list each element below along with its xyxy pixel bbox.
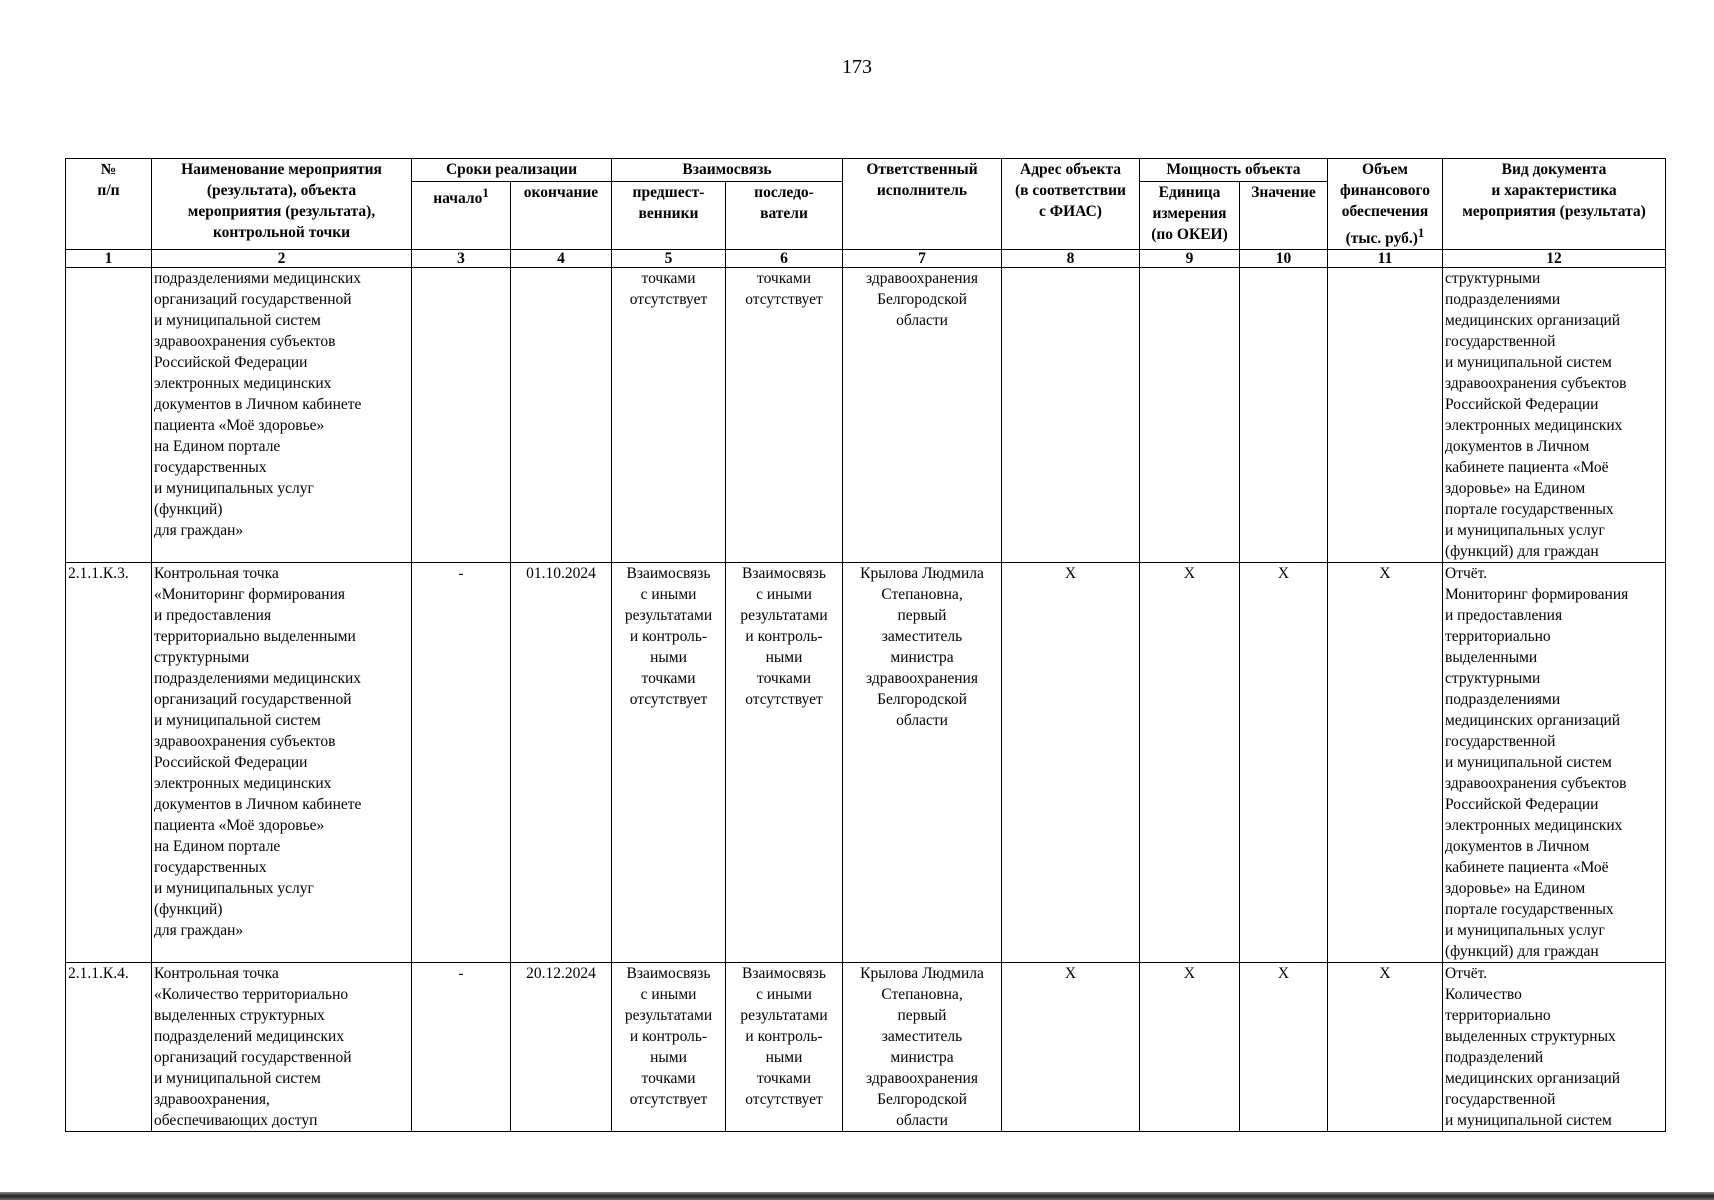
row-unit: X <box>1140 963 1240 1132</box>
header-finance-footnote: 1 <box>1417 225 1425 240</box>
header-value: Значение <box>1240 182 1328 250</box>
row-finance: X <box>1328 563 1443 963</box>
row-responsible: Крылова Людмила Степановна, первый заместитель министра здравоохранения Белгородской области <box>843 963 1002 1132</box>
row-predecessors: точками отсутствует <box>612 268 726 563</box>
header-unit: Единица измерения (по ОКЕИ) <box>1140 182 1240 250</box>
column-number: 10 <box>1240 250 1328 268</box>
table-row <box>66 963 1666 1132</box>
header-terms: Сроки реализации <box>412 159 612 182</box>
row-start: - <box>412 563 511 963</box>
column-number: 5 <box>612 250 726 268</box>
column-number: 11 <box>1328 250 1443 268</box>
header-predecessors: предшест- венники <box>612 182 726 250</box>
scan-bottom-edge <box>0 1192 1714 1200</box>
row-number: 2.1.1.К.3. <box>66 563 152 963</box>
row-successors: Взаимосвязь с иными результатами и контроль- ными точками отсутствует <box>726 563 843 963</box>
column-number: 9 <box>1140 250 1240 268</box>
row-number <box>66 268 152 563</box>
header-document: Вид документа и характеристика мероприятия (результата) <box>1443 159 1666 250</box>
column-number: 6 <box>726 250 843 268</box>
column-number: 7 <box>843 250 1002 268</box>
header-start <box>412 182 511 250</box>
row-start <box>412 268 511 563</box>
header-event-name: Наименование мероприятия (результата), объекта мероприятия (результата), контрольной точки <box>152 159 412 250</box>
row-event-name: подразделениями медицинских организаций государственной и муниципальной систем здравоохранения субъектов Российской Федерации электронных медицинских документов в Личном кабинете пациента «Моё здоровье» на Едином портале государственных и муниципальных услуг (функций) для граждан» <box>152 268 412 563</box>
row-address <box>1002 268 1140 563</box>
row-unit: X <box>1140 563 1240 963</box>
column-number: 12 <box>1443 250 1666 268</box>
row-value <box>1240 268 1328 563</box>
header-start-label: начало <box>433 190 483 208</box>
column-number: 3 <box>412 250 511 268</box>
column-number: 4 <box>511 250 612 268</box>
row-predecessors: Взаимосвязь с иными результатами и контроль- ными точками отсутствует <box>612 963 726 1132</box>
column-number: 8 <box>1002 250 1140 268</box>
row-document: Отчёт. Количество территориально выделенных структурных подразделений медицинских организаций государственной и муниципальной систем <box>1443 963 1666 1132</box>
row-unit <box>1140 268 1240 563</box>
row-end: 20.12.2024 <box>511 963 612 1132</box>
row-value: X <box>1240 563 1328 963</box>
header-number: № п/п <box>66 159 152 250</box>
row-document: Отчёт. Мониторинг формирования и предоставления территориально выделенными структурными подразделениями медицинских организаций государственной и муниципальной систем здравоохранения субъектов Российской Федерации электронных медицинских документов в Личном кабинете пациента «Моё здоровье» на Едином портале государственных и муниципальных услуг (функций) для граждан <box>1443 563 1666 963</box>
table-row <box>66 268 1666 563</box>
row-end <box>511 268 612 563</box>
row-number: 2.1.1.К.4. <box>66 963 152 1132</box>
column-number: 2 <box>152 250 412 268</box>
header-end: окончание <box>511 182 612 250</box>
row-finance: X <box>1328 963 1443 1132</box>
header-row <box>66 159 1666 182</box>
column-number: 1 <box>66 250 152 268</box>
events-table <box>65 158 1666 1132</box>
row-document: структурными подразделениями медицинских организаций государственной и муниципальной систем здравоохранения субъектов Российской Федерации электронных медицинских документов в Личном кабинете пациента «Моё здоровье» на Едином портале государственных и муниципальных услуг (функций) для граждан <box>1443 268 1666 563</box>
row-predecessors: Взаимосвязь с иными результатами и контроль- ными точками отсутствует <box>612 563 726 963</box>
row-value: X <box>1240 963 1328 1132</box>
header-start-footnote: 1 <box>482 185 489 201</box>
row-event-name: Контрольная точка «Количество территориально выделенных структурных подразделений медицинских организаций государственной и муниципальной систем здравоохранения, обеспечивающих доступ <box>152 963 412 1132</box>
row-end: 01.10.2024 <box>511 563 612 963</box>
page-number: 173 <box>842 56 872 78</box>
row-successors: точками отсутствует <box>726 268 843 563</box>
row-start: - <box>412 963 511 1132</box>
header-finance <box>1328 159 1443 250</box>
row-event-name: Контрольная точка «Мониторинг формирования и предоставления территориально выделенными структурными подразделениями медицинских организаций государственной и муниципальной систем здравоохранения субъектов Российской Федерации электронных медицинских документов в Личном кабинете пациента «Моё здоровье» на Едином портале государственных и муниципальных услуг (функций) для граждан» <box>152 563 412 963</box>
row-address: X <box>1002 963 1140 1132</box>
header-capacity: Мощность объекта <box>1140 159 1328 182</box>
row-address: X <box>1002 563 1140 963</box>
row-responsible: Крылова Людмила Степановна, первый заместитель министра здравоохранения Белгородской области <box>843 563 1002 963</box>
header-successors: последо- ватели <box>726 182 843 250</box>
row-finance <box>1328 268 1443 563</box>
header-responsible: Ответственный исполнитель <box>843 159 1002 250</box>
column-numbers-row <box>66 250 1666 268</box>
header-address: Адрес объекта (в соответствии с ФИАС) <box>1002 159 1140 250</box>
table-row <box>66 563 1666 963</box>
row-successors: Взаимосвязь с иными результатами и контроль- ными точками отсутствует <box>726 963 843 1132</box>
row-responsible: здравоохранения Белгородской области <box>843 268 1002 563</box>
header-relationship: Взаимосвязь <box>612 159 843 182</box>
header-finance-label: Объем финансового обеспечения (тыс. руб.) <box>1340 161 1430 248</box>
